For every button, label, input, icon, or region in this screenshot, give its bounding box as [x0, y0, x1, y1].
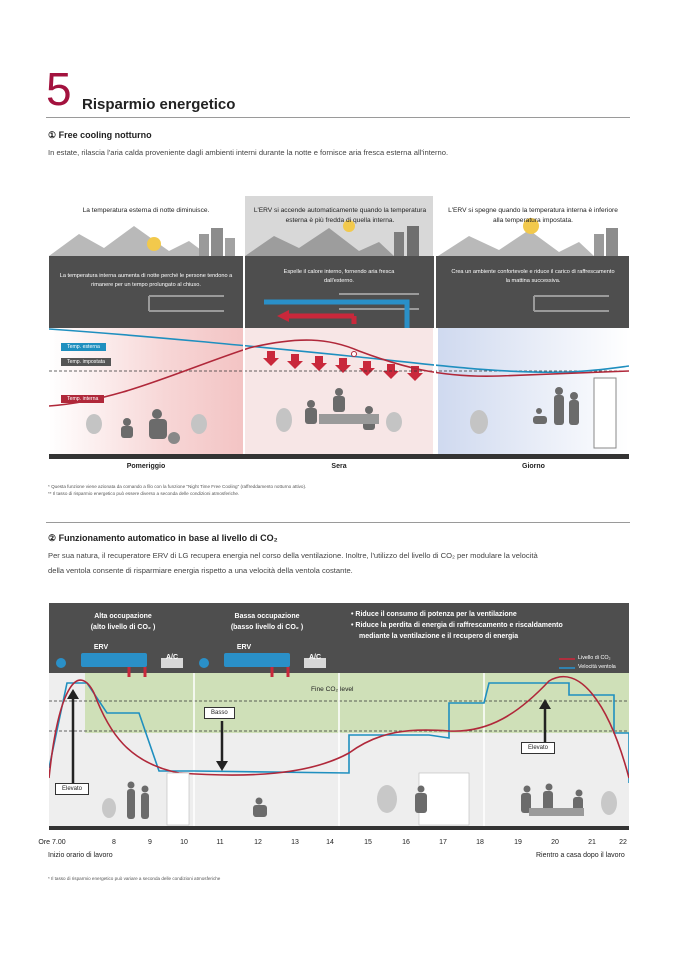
benefit-bullet-2: • Riduce la perdita di energia di raffrescamento e riscaldamento	[351, 622, 563, 629]
tick-label: 8	[112, 839, 116, 846]
label-evening: Sera	[331, 463, 347, 470]
section2-description-line2: della ventola consente di risparmiare energia rispetto a una velocità della ventola costante.	[48, 566, 353, 575]
section1-description: In estate, rilascia l'aria calda proveniente dagli ambienti interni durante la notte e fornisce aria fresca esterna all'interno.	[48, 148, 449, 157]
free-cooling-illustration	[49, 196, 629, 461]
label-day: Giorno	[522, 463, 545, 470]
return-home-label: Rientro a casa dopo il lavoro	[536, 852, 625, 859]
ac-label-1: A/C	[165, 654, 179, 661]
free-cooling-diagram	[49, 196, 629, 470]
section2-footnote: * Il tasso di risparmio energetico può variare a seconda delle condizioni atmosferiche	[48, 876, 221, 881]
section2-title: ② Funzionamento automatico in base al livello di CO₂	[48, 533, 278, 543]
panel-afternoon-band-text: La temperatura interna aumenta di notte perché le persone tendono a rimanere per un tempo prolungato al chiuso.	[59, 273, 233, 288]
high-label-box-right: Elevato	[521, 742, 555, 754]
benefit-bullet-3: mediante la ventilazione e il recupero di energia	[359, 633, 519, 640]
high-occupancy-sub: (alto livello di CO₂ )	[90, 624, 156, 631]
erv-label-2: ERV	[236, 644, 252, 651]
tick-label: 21	[588, 839, 596, 846]
tick-label: Ore 7.00	[38, 839, 66, 846]
tick-label: 13	[291, 839, 299, 846]
section-divider	[46, 522, 630, 523]
low-label-box: Basso	[204, 707, 235, 719]
co2-diagram	[49, 603, 629, 833]
panel-evening-top-text: L'ERV si accende automaticamente quando la temperatura esterna è più fredda di quella interna.	[253, 207, 427, 224]
tick-label: 18	[476, 839, 484, 846]
tick-label: 9	[148, 839, 152, 846]
tick-label: 11	[216, 839, 224, 846]
tick-label: 12	[254, 839, 262, 846]
tick-label: 16	[402, 839, 410, 846]
page-title: Risparmio energetico	[82, 96, 236, 113]
header-divider	[46, 117, 630, 118]
panel-day-top-text: L'ERV si spegne quando la temperatura interna è inferiore alla temperatura impostata.	[448, 207, 618, 224]
tick-label: 20	[551, 839, 559, 846]
low-occupancy-title: Bassa occupazione	[234, 613, 300, 620]
label-afternoon: Pomeriggio	[126, 463, 166, 470]
tick-label: 22	[619, 839, 627, 846]
legend-fan: Velocità ventola	[578, 664, 616, 670]
high-label-box-left: Elevato	[55, 783, 89, 795]
panel-day-band-text: Crea un ambiente confortevole e riduce il carico di raffrescamento la mattina successiva.	[451, 269, 615, 284]
section2-description-line1: Per sua natura, il recuperatore ERV di LG recupera energia nel corso della ventilazione. Inoltre, l'utilizzo del livello di CO₂ per modulare la velocità	[48, 551, 538, 560]
tag-set-temp: Temp. impostata	[61, 358, 111, 366]
tick-label: 19	[514, 839, 522, 846]
high-occupancy-title: Alta occupazione	[94, 613, 152, 620]
section1-footnote-1: * Questa funzione viene azionata da comando a filo con la funzione "Night Time Free Cooling" (raffreddamento notturno attivo).	[48, 484, 307, 489]
fine-co2-label: Fine CO₂ level	[311, 686, 354, 693]
section1-title: ① Free cooling notturno	[48, 130, 152, 140]
tag-internal-temp: Temp. interna	[61, 395, 104, 403]
start-work-label: Inizio orario di lavoro	[48, 852, 113, 859]
low-occupancy-sub: (basso livello di CO₂ )	[230, 624, 304, 631]
tag-external-temp: Temp. esterna	[61, 343, 106, 351]
tick-label: 15	[364, 839, 372, 846]
tick-label: 17	[439, 839, 447, 846]
section1-footnote-2: ** Il tasso di risparmio energetico può essere diverso a seconda delle condizioni atmosferiche.	[48, 491, 240, 496]
benefit-bullet-1: • Riduce il consumo di potenza per la ventilazione	[351, 611, 517, 618]
tick-label: 10	[180, 839, 188, 846]
erv-label-1: ERV	[93, 644, 109, 651]
ac-label-2: A/C	[308, 654, 322, 661]
panel-evening-band-text: Espelle il calore interno, fornendo aria fresca dall'esterno.	[283, 269, 395, 284]
section-number: 5	[46, 63, 72, 115]
panel-afternoon-top-text: La temperatura esterna di notte diminuisce.	[82, 207, 210, 214]
tick-label: 14	[326, 839, 334, 846]
legend-co2: Livello di CO₂	[578, 655, 611, 661]
co2-chart	[49, 603, 629, 833]
